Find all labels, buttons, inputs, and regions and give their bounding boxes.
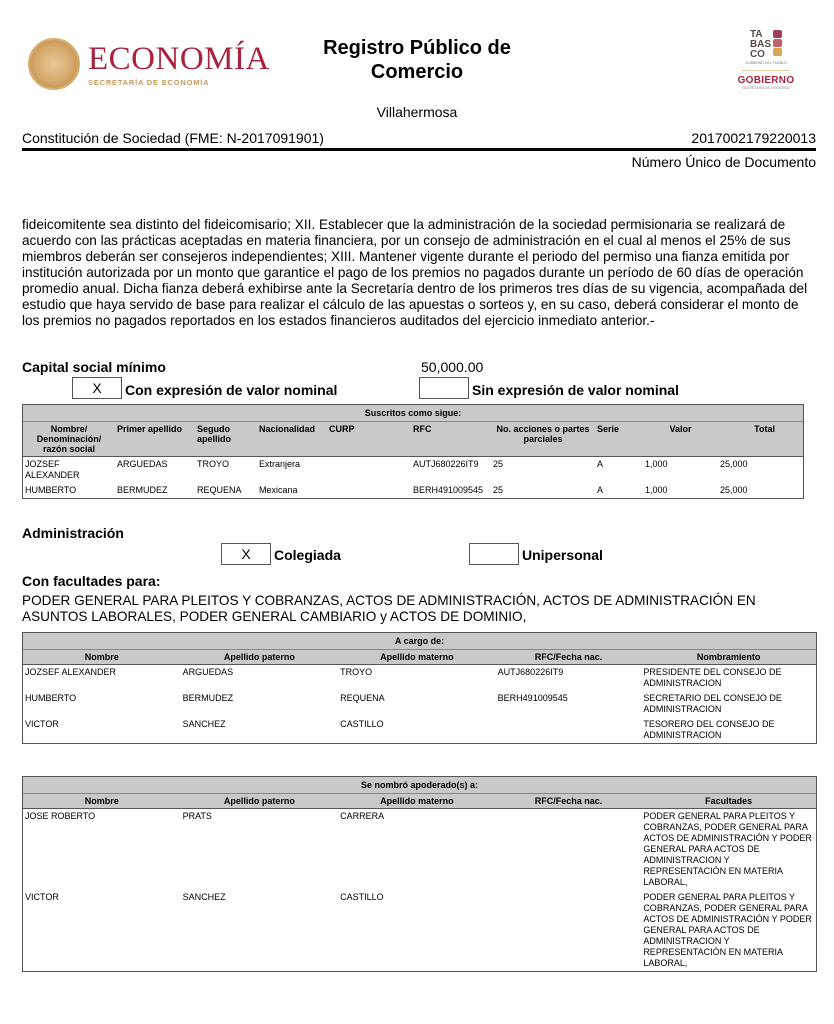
cell-apellido-materno: CASTILLO bbox=[340, 892, 384, 902]
cell-nombramiento: SECRETARIO DEL CONSEJO DE ADMINISTRACION bbox=[643, 693, 782, 714]
city-label: Villahermosa bbox=[376, 104, 458, 120]
column-header: Nombre bbox=[23, 650, 181, 665]
cell-nombre: JOSE ROBERTO bbox=[25, 811, 96, 821]
cell-curp bbox=[327, 457, 411, 484]
board-table bbox=[22, 632, 817, 744]
cell-apellido-materno: CARRERA bbox=[340, 811, 385, 821]
cell-rfc bbox=[496, 809, 642, 891]
column-header: Nombre bbox=[23, 794, 181, 809]
cell-acciones: 25 bbox=[493, 485, 504, 495]
cell-apellido-paterno: ARGUEDAS bbox=[182, 667, 234, 677]
economia-logo-title: ECONOMÍA bbox=[88, 40, 270, 77]
cell-rfc: AUTJ680226IT9 bbox=[497, 667, 564, 677]
cell-rfc: BERH491009545 bbox=[413, 485, 484, 495]
gobierno-sublabel: SECRETARÍA DE GOBIERNO bbox=[742, 86, 790, 90]
cell-rfc: BERH491009545 bbox=[497, 693, 568, 703]
single-admin-label: Unipersonal bbox=[522, 547, 603, 563]
document-header bbox=[0, 0, 834, 180]
collegiate-label: Colegiada bbox=[274, 547, 341, 563]
column-header: No. acciones o partes parciales bbox=[491, 422, 595, 457]
column-header: Apellido materno bbox=[338, 794, 496, 809]
table-row bbox=[23, 665, 816, 692]
cell-primer-apellido: BERMUDEZ bbox=[117, 485, 168, 495]
cell-nombre: VICTOR bbox=[25, 892, 59, 902]
table-row bbox=[23, 809, 816, 891]
cell-curp bbox=[327, 483, 411, 498]
column-header: Facultades bbox=[641, 794, 816, 809]
cell-rfc bbox=[496, 890, 642, 971]
cell-nombramiento: TESORERO DEL CONSEJO DE ADMINISTRACION bbox=[643, 719, 775, 740]
table-row bbox=[23, 890, 816, 971]
table-row bbox=[23, 483, 803, 498]
column-header: Nombre/ Denominación/ razón social bbox=[23, 422, 115, 457]
table-row bbox=[23, 457, 803, 484]
no-nominal-value-checkbox[interactable] bbox=[419, 377, 469, 399]
title-line-2: Comercio bbox=[370, 61, 464, 83]
cell-nacionalidad: Extranjera bbox=[259, 459, 301, 469]
tabasco-logo bbox=[736, 30, 796, 90]
tabasco-line-2: BAS bbox=[749, 39, 772, 50]
cell-nombre: VICTOR bbox=[25, 719, 59, 729]
subscribers-table bbox=[22, 404, 804, 499]
column-header: RFC bbox=[411, 422, 491, 457]
tabasco-line-1: TA bbox=[749, 29, 763, 40]
cell-serie: A bbox=[597, 459, 604, 469]
column-header: Total bbox=[718, 422, 803, 457]
cell-valor: 1,000 bbox=[645, 485, 668, 495]
tabasco-line-3: CO bbox=[749, 49, 765, 60]
column-header: Apellido paterno bbox=[181, 794, 339, 809]
table-row bbox=[23, 717, 816, 743]
nominal-value-label: Con expresión de valor nominal bbox=[125, 382, 338, 398]
collegiate-checkbox[interactable]: X bbox=[221, 543, 271, 565]
column-header: CURP bbox=[327, 422, 411, 457]
attorneys-table bbox=[22, 776, 817, 972]
cell-total: 25,000 bbox=[720, 485, 748, 495]
column-header: Apellido paterno bbox=[181, 650, 339, 665]
cell-apellido-materno: TROYO bbox=[340, 667, 373, 677]
single-admin-checkbox[interactable] bbox=[469, 543, 519, 565]
cell-acciones: 25 bbox=[493, 459, 504, 469]
column-header: Valor bbox=[643, 422, 718, 457]
administration-label: Administración bbox=[22, 525, 124, 541]
nominal-value-checkbox[interactable]: X bbox=[72, 377, 122, 399]
cell-apellido-paterno: BERMUDEZ bbox=[182, 693, 234, 703]
cell-apellido-paterno: SANCHEZ bbox=[182, 719, 226, 729]
document-number: 2017002179220013 bbox=[691, 130, 816, 146]
document-type: Constitución de Sociedad (FME: N-2017091901) bbox=[22, 130, 324, 146]
board-caption: A cargo de: bbox=[23, 633, 816, 650]
column-header: Nombramiento bbox=[641, 650, 816, 665]
page-title bbox=[0, 36, 834, 84]
cell-nombre: HUMBERTO bbox=[25, 693, 77, 703]
table-row bbox=[23, 691, 816, 717]
column-header: Segudo apellido bbox=[195, 422, 257, 457]
column-header: Serie bbox=[595, 422, 643, 457]
powers-label: Con facultades para: bbox=[22, 573, 161, 589]
body-paragraph: fideicomitente sea distinto del fideicomisario; XII. Establecer que la administración de la sociedad permisionaria se realizará de acuerdo con las prácticas aceptadas en materia financiera, por un consejo de administración en el cual al menos el 25% de sus miembros deberán ser consejeros independientes; XIII. Mantener vigente durante el periodo del permiso una fianza emitida por institución autorizada por un monto que garantice el pago de los premios no pagados durante un período de 60 días de operación promedio anual. Dicha fianza deberá exhibirse ante la Secretaría dentro de los primeros tres días de su vigencia, acompañada del estudio que haya servido de base para realizar el cálculo de las apuestas o sorteos y, en su caso, deberá considerar el monto de los premios no pagados reportados en los estados financieros auditados del ejercicio inmediato anterior.- bbox=[22, 217, 808, 328]
cell-apellido-materno: CASTILLO bbox=[340, 719, 384, 729]
capital-value: 50,000.00 bbox=[421, 359, 484, 375]
cell-rfc bbox=[496, 717, 642, 743]
cell-segundo-apellido: TROYO bbox=[197, 459, 230, 469]
cell-valor: 1,000 bbox=[645, 459, 668, 469]
attorneys-caption: Se nombró apoderado(s) a: bbox=[23, 777, 816, 794]
column-header: Apellido materno bbox=[338, 650, 496, 665]
subscribers-caption: Suscritos como sigue: bbox=[23, 405, 803, 422]
cell-nombramiento: PRESIDENTE DEL CONSEJO DE ADMINISTRACION bbox=[643, 667, 782, 688]
cell-segundo-apellido: REQUENA bbox=[197, 485, 242, 495]
cell-nombre: HUMBERTO bbox=[25, 485, 77, 495]
cell-rfc: AUTJ680226IT9 bbox=[413, 459, 479, 469]
cell-serie: A bbox=[597, 485, 604, 495]
header-divider bbox=[22, 148, 816, 151]
economia-logo-subtitle: SECRETARÍA DE ECONOMÍA bbox=[88, 77, 210, 87]
tabasco-tagline: GOBIERNO DEL PUEBLO bbox=[745, 61, 787, 65]
no-nominal-value-label: Sin expresión de valor nominal bbox=[472, 382, 679, 398]
column-header: RFC/Fecha nac. bbox=[496, 794, 642, 809]
cell-apellido-materno: REQUENA bbox=[340, 693, 385, 703]
cell-nacionalidad: Mexicana bbox=[259, 485, 298, 495]
title-line-1: Registro Público de bbox=[323, 37, 511, 59]
logo-divider bbox=[742, 70, 790, 71]
cell-primer-apellido: ARGUEDAS bbox=[117, 459, 168, 469]
cell-apellido-paterno: SANCHEZ bbox=[182, 892, 226, 902]
column-header: Nacionalidad bbox=[257, 422, 327, 457]
capital-label: Capital social mínimo bbox=[22, 359, 166, 375]
tabasco-mark-icon bbox=[773, 30, 782, 56]
cell-apellido-paterno: PRATS bbox=[182, 811, 212, 821]
column-header: RFC/Fecha nac. bbox=[496, 650, 642, 665]
cell-nombre: JOZSEF ALEXANDER bbox=[25, 667, 117, 677]
cell-facultades: PODER GENERAL PARA PLEITOS Y COBRANZAS, PODER GENERAL PARA ACTOS DE ADMINISTRACIÓN Y PODER GENERAL PARA ACTOS DE ADMINISTRACION Y REPRESENTACIÓN EN MATERIA LABORAL, bbox=[643, 892, 812, 968]
document-number-label: Número Único de Documento bbox=[631, 154, 816, 170]
column-header: Primer apellido bbox=[115, 422, 195, 457]
cell-facultades: PODER GENERAL PARA PLEITOS Y COBRANZAS, PODER GENERAL PARA ACTOS DE ADMINISTRACIÓN Y PODER GENERAL PARA ACTOS DE ADMINISTRACION Y REPRESENTACIÓN EN MATERIA LABORAL, bbox=[643, 811, 812, 887]
cell-total: 25,000 bbox=[720, 459, 748, 469]
document-info-line bbox=[22, 130, 816, 146]
cell-nombre: JOZSEF ALEXANDER bbox=[25, 459, 80, 480]
gobierno-label: GOBIERNO bbox=[737, 75, 795, 86]
powers-text: PODER GENERAL PARA PLEITOS Y COBRANZAS, ACTOS DE ADMINISTRACIÓN, ACTOS DE ADMINISTRACIÓN EN ASUNTOS LABORALES, PODER GENERAL CAMBIARIO y ACTOS DE DOMINIO, bbox=[22, 593, 756, 624]
